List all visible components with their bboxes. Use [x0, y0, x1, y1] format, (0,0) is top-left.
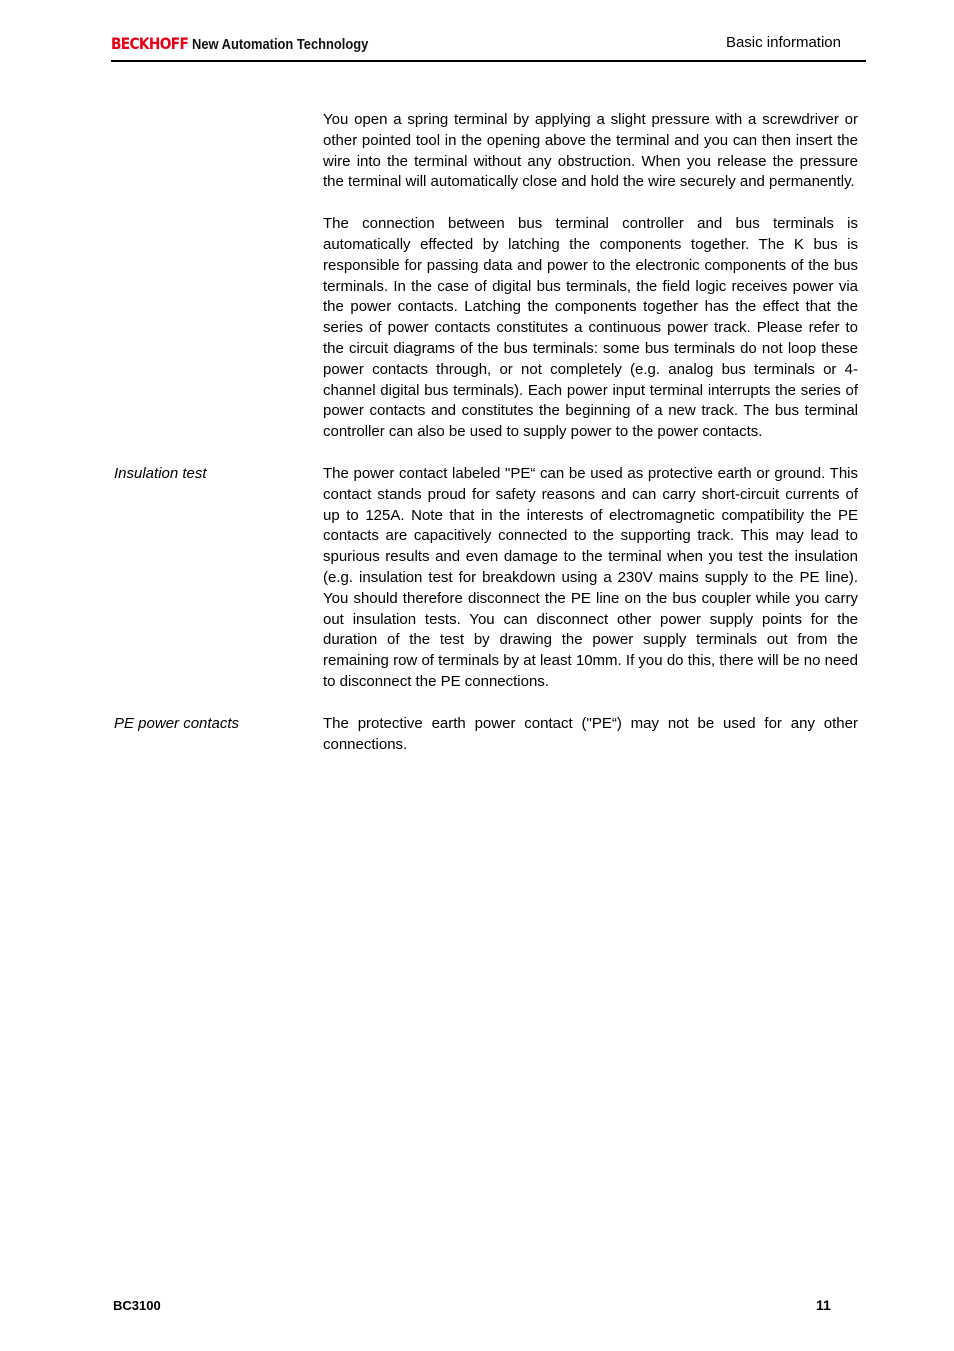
footer-product: BC3100 [113, 1298, 161, 1313]
paragraph-row [114, 714, 858, 756]
side-label-insulation-test: Insulation test [114, 464, 207, 482]
body-paragraph: You open a spring terminal by applying a slight pressure with a screwdriver or other pointed tool in the opening above the terminal and you can then insert the wire into the terminal without any obstruction. When you release the pressure the terminal will automatically close and hold the wire securely and permanently. [323, 111, 858, 191]
body-paragraph: The protective earth power contact ("PE“) may not be used for any other connections. [323, 714, 858, 753]
side-label-pe-power-contacts: PE power contacts [114, 714, 240, 732]
page-number: 11 [816, 1297, 831, 1313]
brand-name: BECKHOFF [111, 34, 189, 53]
section-title: Basic information [725, 34, 841, 51]
body-paragraph: The connection between bus terminal controller and bus terminals is automatically effected by latching the components together. The K bus is responsible for passing data and power to the electronic components of the bus terminals. In the case of digital bus terminals, the field logic receives power via the power contacts. Latching the components together has the effect that the series of power contacts constitutes a continuous power track. Please refer to the circuit diagrams of the bus terminals: some bus terminals do not loop these power contacts through, or not completely (e.g. analog bus terminals or 4-channel digital bus terminals). Each power input terminal interrupts the series of power contacts and constitutes the beginning of a new track. The bus terminal controller can also be used to supply power to the power contacts. [323, 215, 858, 441]
paragraph-row [114, 214, 858, 443]
page-content [114, 110, 858, 776]
paragraph-row [114, 110, 858, 193]
beckhoff-logo [111, 34, 397, 54]
page-header [111, 28, 866, 62]
brand-tagline: New Automation Technology [192, 36, 369, 53]
body-paragraph: The power contact labeled "PE“ can be used as protective earth or ground. This contact stands proud for safety reasons and can carry short-circuit currents of up to 125A. Note that in the interests of electromagnetic compatibility the PE contacts are capacitively connected to the supporting track. This may lead to spurious results and even damage to the terminal when you test the insulation (e.g. insulation test for breakdown using a 230V mains supply to the PE line). You should therefore disconnect the PE line on the bus coupler while you carry out insulation tests. You can disconnect other power supply points for the duration of the test by drawing the power supply terminals out from the remaining row of terminals by at least 10mm. If you do this, there will be no need to disconnect the PE connections. [323, 464, 858, 690]
paragraph-row [114, 464, 858, 693]
